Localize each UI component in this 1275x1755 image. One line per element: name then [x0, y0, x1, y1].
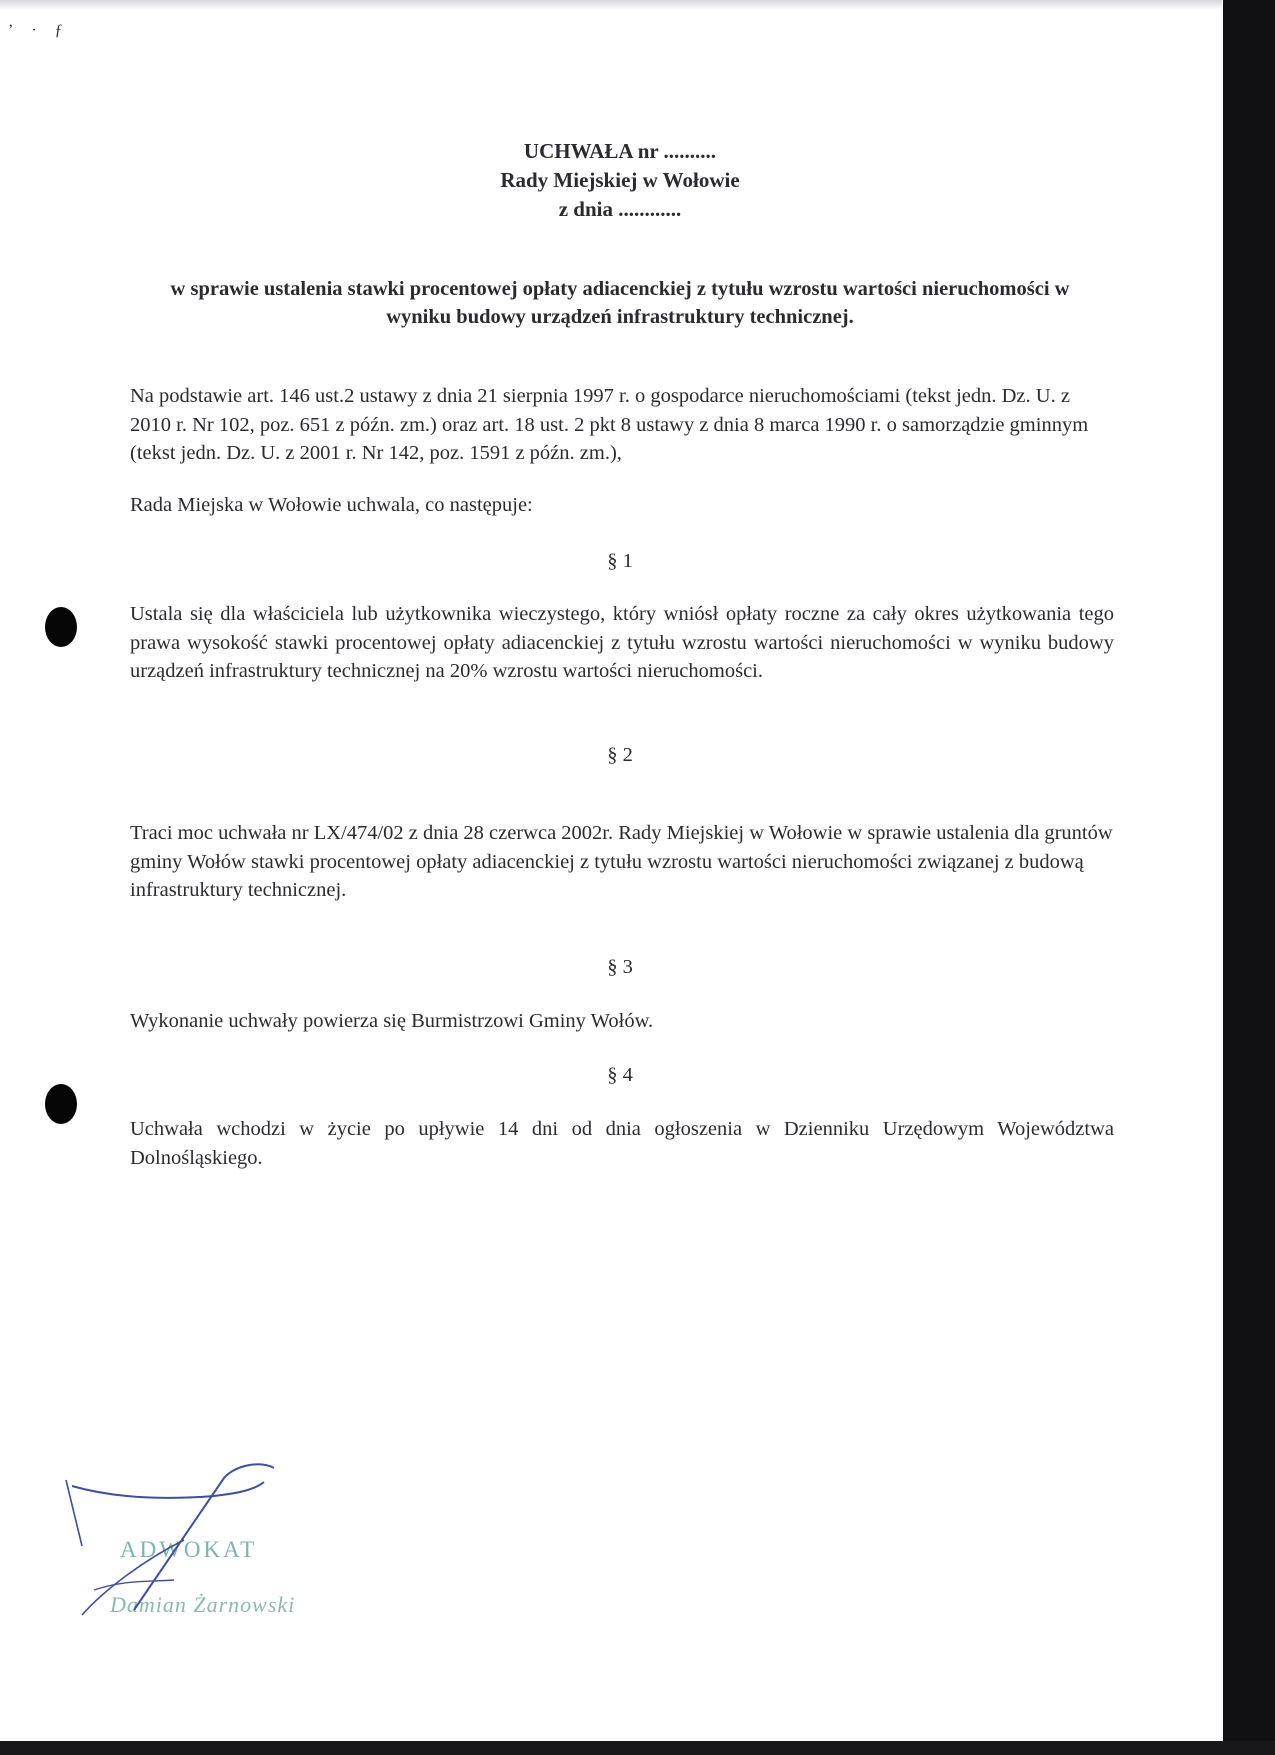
section-2-text: Traci moc uchwała nr LX/474/02 z dnia 28 czerwca 2002r. Rady Miejskiej w Wołowie w sprawie ustalenia dla gruntów gminy Wołów stawki procentowej opłaty adiacenckiej z tytułu wzrostu wartości nieruchomości związanej z budową infrastruktury technicznej. — [130, 822, 1113, 901]
section-4-label: § 4 — [607, 1064, 633, 1086]
section-1-label: § 1 — [607, 550, 633, 572]
scan-right-border — [1223, 0, 1275, 1755]
section-3-label: § 3 — [607, 956, 633, 978]
scan-top-shadow — [0, 0, 1222, 10]
section-3-text: Wykonanie uchwały powierza się Burmistrzowi Gminy Wołów. — [130, 1010, 654, 1032]
punch-hole-bottom — [45, 1084, 77, 1124]
resolution-intro: Rada Miejska w Wołowie uchwala, co następuje: — [130, 494, 533, 516]
scan-bottom-border — [0, 1741, 1275, 1755]
section-1-text: Ustala się dla właściciela lub użytkownika wieczystego, który wniósł opłaty roczne za cały okres użytkowania tego prawa wysokość stawki procentowej opłaty adiacenckiej z tytułu wzrostu wartości nieruchomości w wyniku budowy urządzeń infrastruktury technicznej na 20% wzrostu wartości nieruchomości. — [130, 603, 1114, 682]
section-2-label: § 2 — [607, 744, 633, 766]
scan-specks: ʼ·ƒ — [8, 22, 81, 39]
handwritten-signature — [64, 1460, 324, 1620]
section-4-text: Uchwała wchodzi w życie po upływie 14 dni od dnia ogłoszenia w Dzienniku Urzędowym Województwa Dolnośląskiego. — [130, 1118, 1114, 1169]
stamp-name: Damian Żarnowski — [110, 1592, 296, 1617]
legal-basis-paragraph: Na podstawie art. 146 ust.2 ustawy z dnia 21 sierpnia 1997 r. o gospodarce nieruchomościami (tekst jedn. Dz. U. z 2010 r. Nr 102, poz. 651 z późn. zm.) oraz art. 18 ust. 2 pkt 8 ustawy z dnia 8 marca 1990 r. o samorządzie gminnym (tekst jedn. Dz. U. z 2001 r. Nr 142, poz. 1591 z późn. zm.), — [130, 385, 1089, 464]
resolution-subject: w sprawie ustalenia stawki procentowej opłaty adiacenckiej z tytułu wzrostu wartości nieruchomości w wyniku budowy urządzeń infrastruktury technicznej. — [170, 278, 1070, 328]
resolution-title: UCHWAŁA nr .......... — [523, 139, 717, 163]
stamp-title: ADWOKAT — [120, 1537, 258, 1562]
resolution-date: z dnia ............ — [558, 197, 682, 221]
punch-hole-top — [45, 607, 77, 647]
resolution-authority: Rady Miejskiej w Wołowie — [500, 168, 740, 192]
